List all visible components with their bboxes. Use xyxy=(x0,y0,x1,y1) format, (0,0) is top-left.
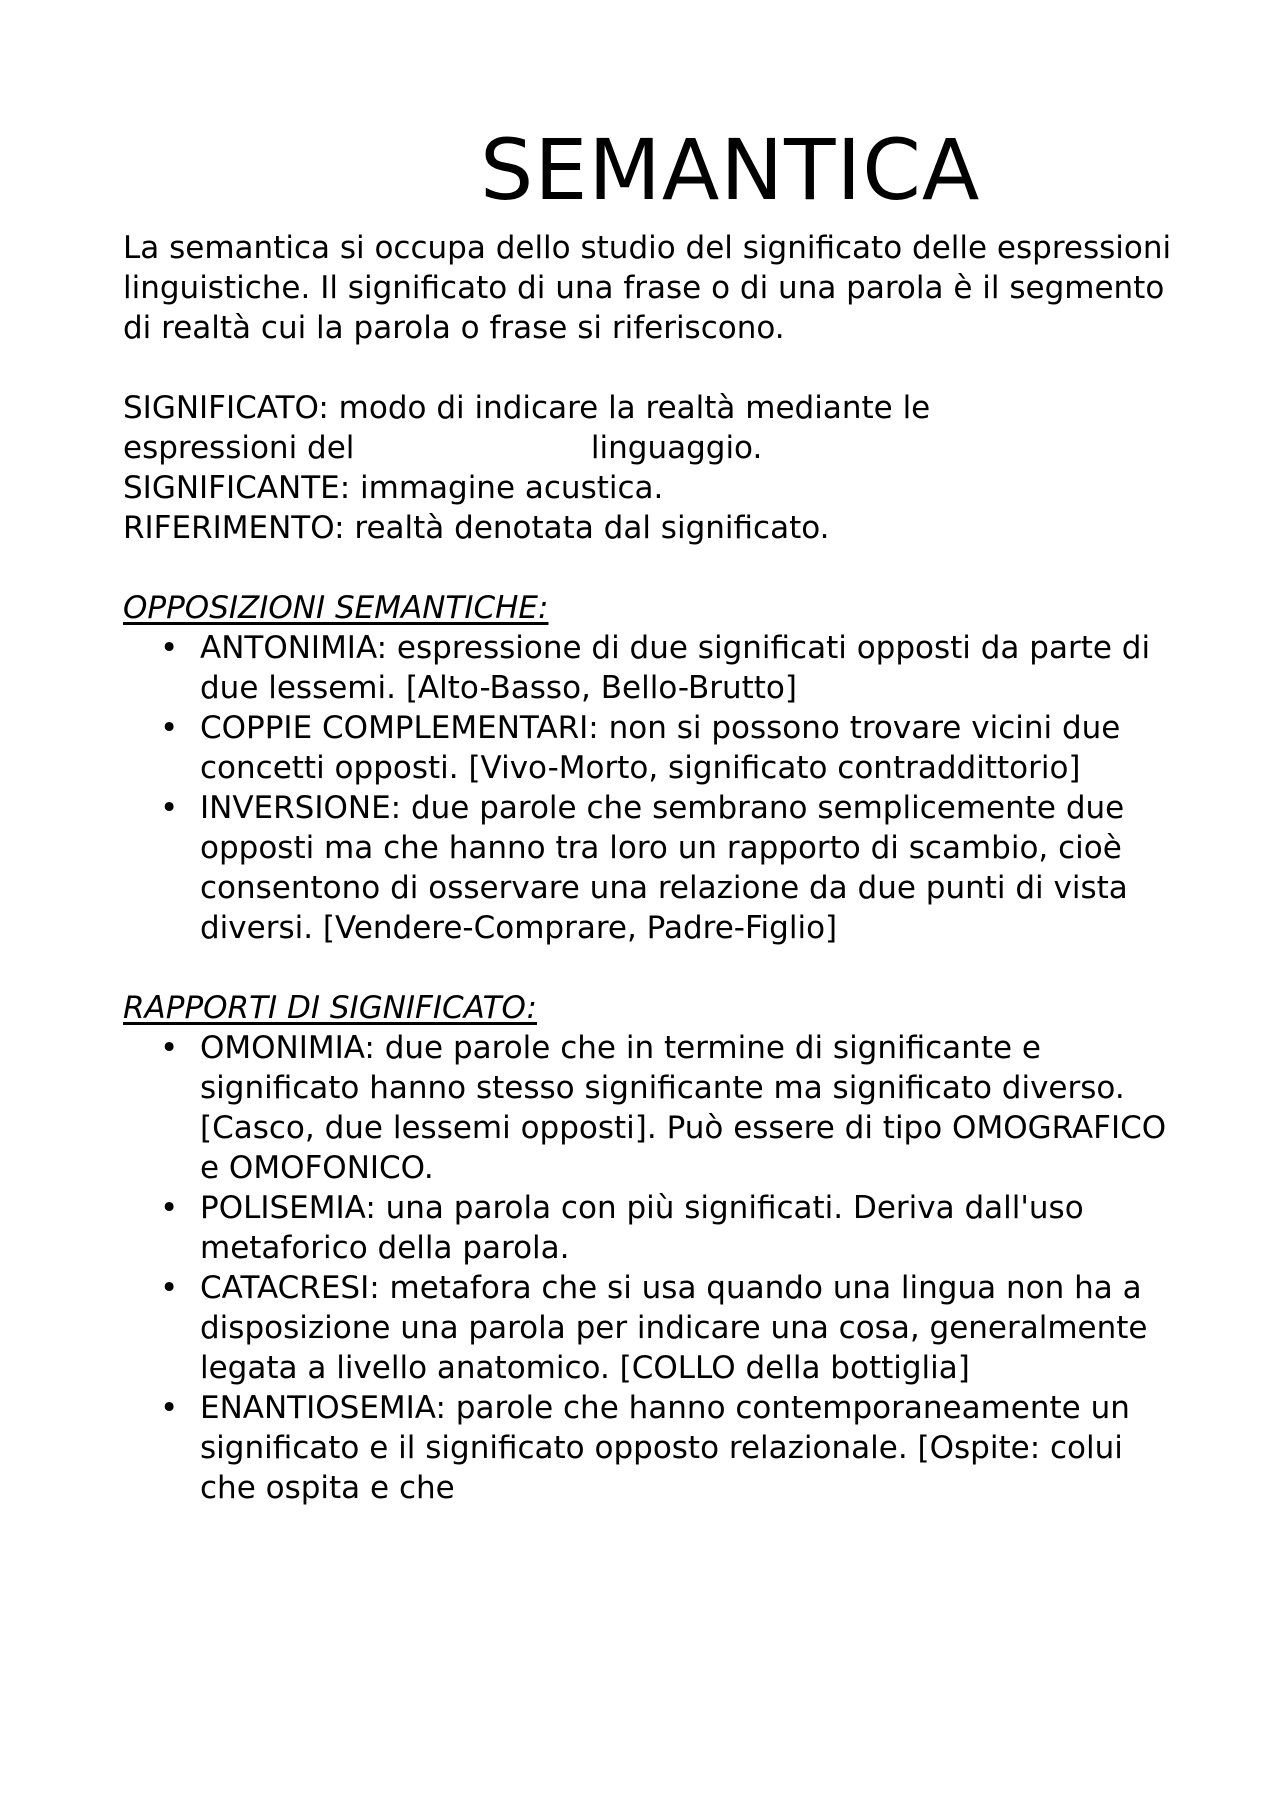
bullet-icon: • xyxy=(160,710,179,746)
section-heading-rapporti: RAPPORTI DI SIGNIFICATO: xyxy=(123,990,537,1026)
spacer xyxy=(123,348,1183,388)
bullet-icon: • xyxy=(160,1270,179,1306)
document-page xyxy=(123,120,1183,1508)
bullet-icon: • xyxy=(160,630,179,666)
list-item-text: COPPIE COMPLEMENTARI: non si possono trovare vicini due concetti opposti. [Vivo-Morto, significato contraddittorio] xyxy=(200,710,1121,786)
list-item-text: ENANTIOSEMIA: parole che hanno contemporaneamente un significato e il significato opposto relazionale. [Ospite: colui che ospita e che xyxy=(200,1390,1130,1506)
section-heading-opposizioni: OPPOSIZIONI SEMANTICHE: xyxy=(123,590,549,626)
list-item-text: POLISEMIA: una parola con più significati. Deriva dall'uso metaforico della parola. xyxy=(200,1190,1084,1266)
spacer xyxy=(123,548,1183,588)
list-item xyxy=(160,1028,1183,1188)
spacer xyxy=(123,948,1183,988)
list-item xyxy=(160,628,1183,708)
list-item-text: INVERSIONE: due parole che sembrano semplicemente due opposti ma che hanno tra loro un rapporto di scambio, cioè consentono di osservare una relazione da due punti di vista diversi. [Vendere-Comprare, Padre-Figlio] xyxy=(200,790,1128,946)
page-title: SEMANTICA xyxy=(480,121,981,219)
bullet-icon: • xyxy=(160,790,179,826)
definition-significato: SIGNIFICATO: modo di indicare la realtà mediante le xyxy=(123,390,931,426)
list-item xyxy=(160,708,1183,788)
list-item-text: OMONIMIA: due parole che in termine di significante e significato hanno stesso significante ma significato diverso. [Casco, due lessemi opposti]. Può essere di tipo OMOGRAFICO e OMOFONICO. xyxy=(200,1030,1167,1186)
bullet-icon: • xyxy=(160,1030,179,1066)
list-item xyxy=(160,1388,1183,1508)
section-opposizioni xyxy=(123,588,1183,948)
section-rapporti xyxy=(123,988,1183,1508)
list-item-text: ANTONIMIA: espressione di due significati opposti da parte di due lessemi. [Alto-Basso, Bello-Brutto] xyxy=(200,630,1151,706)
list-item xyxy=(160,1188,1183,1268)
definitions-block xyxy=(123,388,1183,548)
definition-significato-continued: espressioni del linguaggio. xyxy=(123,430,763,466)
bullet-list-rapporti xyxy=(123,1028,1183,1508)
list-item xyxy=(160,788,1183,948)
definition-riferimento: RIFERIMENTO: realtà denotata dal significato. xyxy=(123,510,830,546)
list-item-text: CATACRESI: metafora che si usa quando una lingua non ha a disposizione una parola per indicare una cosa, generalmente legata a livello anatomico. [COLLO della bottiglia] xyxy=(200,1270,1148,1386)
bullet-list-opposizioni xyxy=(123,628,1183,948)
bullet-icon: • xyxy=(160,1190,179,1226)
bullet-icon: • xyxy=(160,1390,179,1426)
intro-paragraph: La semantica si occupa dello studio del significato delle espressioni linguistiche. Il significato di una frase o di una parola è il segmento di realtà cui la parola o frase si riferiscono. xyxy=(123,230,1172,346)
list-item xyxy=(160,1268,1183,1388)
definition-significante: SIGNIFICANTE: immagine acustica. xyxy=(123,470,664,506)
